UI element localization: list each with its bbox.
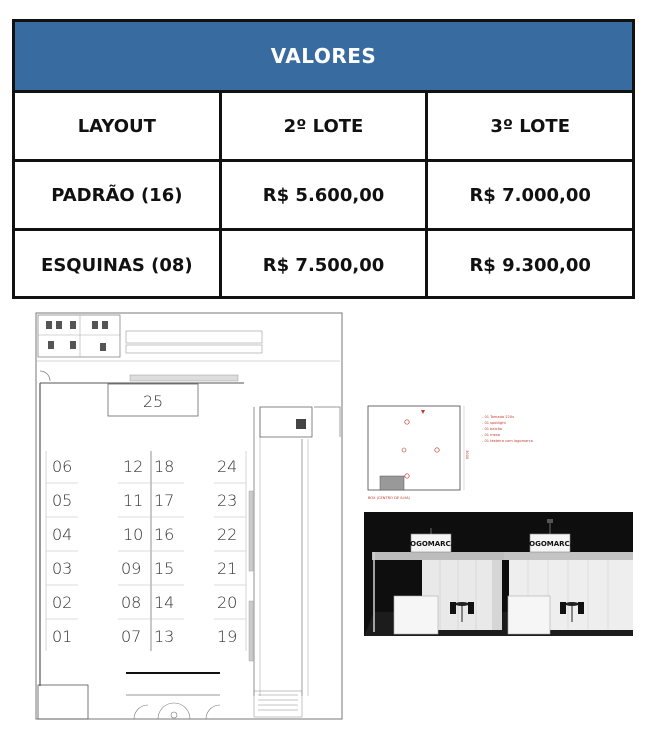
stand-15: 15	[154, 559, 175, 578]
column-header-lote3: 3º LOTE	[490, 115, 570, 137]
price-table	[12, 19, 635, 299]
price-cell: R$ 5.600,00	[222, 162, 429, 228]
stand-12: 12	[123, 457, 144, 476]
table-title: VALORES	[15, 22, 632, 93]
blueprint-caption: BOX (CENTRO DE ILHA)	[368, 496, 410, 500]
floor-plan-drawing	[34, 311, 344, 721]
blueprint-dimension: 3000	[465, 450, 469, 460]
stand-22: 22	[217, 525, 238, 544]
price-cell: R$ 7.000,00	[469, 184, 591, 206]
stand-05: 05	[52, 491, 73, 510]
stand-21: 21	[217, 559, 238, 578]
stand-17: 17	[154, 491, 175, 510]
stand-20: 20	[217, 593, 238, 612]
row-label: ESQUINAS (08)	[15, 231, 222, 299]
stand-04: 04	[52, 525, 73, 544]
row-label: PADRÃO (16)	[15, 162, 222, 228]
stand-25: 25	[142, 392, 164, 411]
price-cell: R$ 9.300,00	[469, 254, 591, 276]
table-row	[15, 231, 632, 299]
stand-06: 06	[52, 457, 73, 476]
stand-24: 24	[217, 457, 238, 476]
column-header-layout: LAYOUT	[15, 93, 222, 159]
table-row	[15, 162, 632, 231]
stand-01: 01	[52, 627, 73, 646]
blueprint-note: - 01 testeira com logomarca	[482, 439, 533, 443]
stand-23: 23	[217, 491, 238, 510]
stand-08: 08	[121, 593, 142, 612]
table-header-row	[15, 93, 632, 162]
stand-10: 10	[123, 525, 144, 544]
blueprint-note: - 01 mesa	[482, 433, 500, 437]
logo-sign-left: LOGOMARCA	[405, 540, 457, 548]
logo-sign-right: LOGOMARCA	[524, 540, 576, 548]
stand-11: 11	[123, 491, 144, 510]
booth-blueprint	[362, 404, 632, 512]
blueprint-note: - 01 Tomada 220v	[482, 415, 515, 419]
stand-03: 03	[52, 559, 73, 578]
stand-18: 18	[154, 457, 175, 476]
booth-blueprint-drawing	[362, 404, 632, 512]
stand-14: 14	[154, 593, 175, 612]
blueprint-note: - 01 balcão	[482, 427, 503, 431]
stand-16: 16	[154, 525, 175, 544]
booth-render	[364, 512, 633, 636]
floor-plan	[34, 311, 344, 721]
blueprint-note: - 01 spotlight	[482, 421, 506, 425]
price-cell: R$ 7.500,00	[222, 231, 429, 299]
booth-render-drawing	[364, 512, 633, 636]
stand-13: 13	[154, 627, 175, 646]
stand-09: 09	[121, 559, 142, 578]
stand-07: 07	[121, 627, 142, 646]
stand-19: 19	[217, 627, 238, 646]
column-header-lote2: 2º LOTE	[222, 93, 429, 159]
stand-02: 02	[52, 593, 73, 612]
